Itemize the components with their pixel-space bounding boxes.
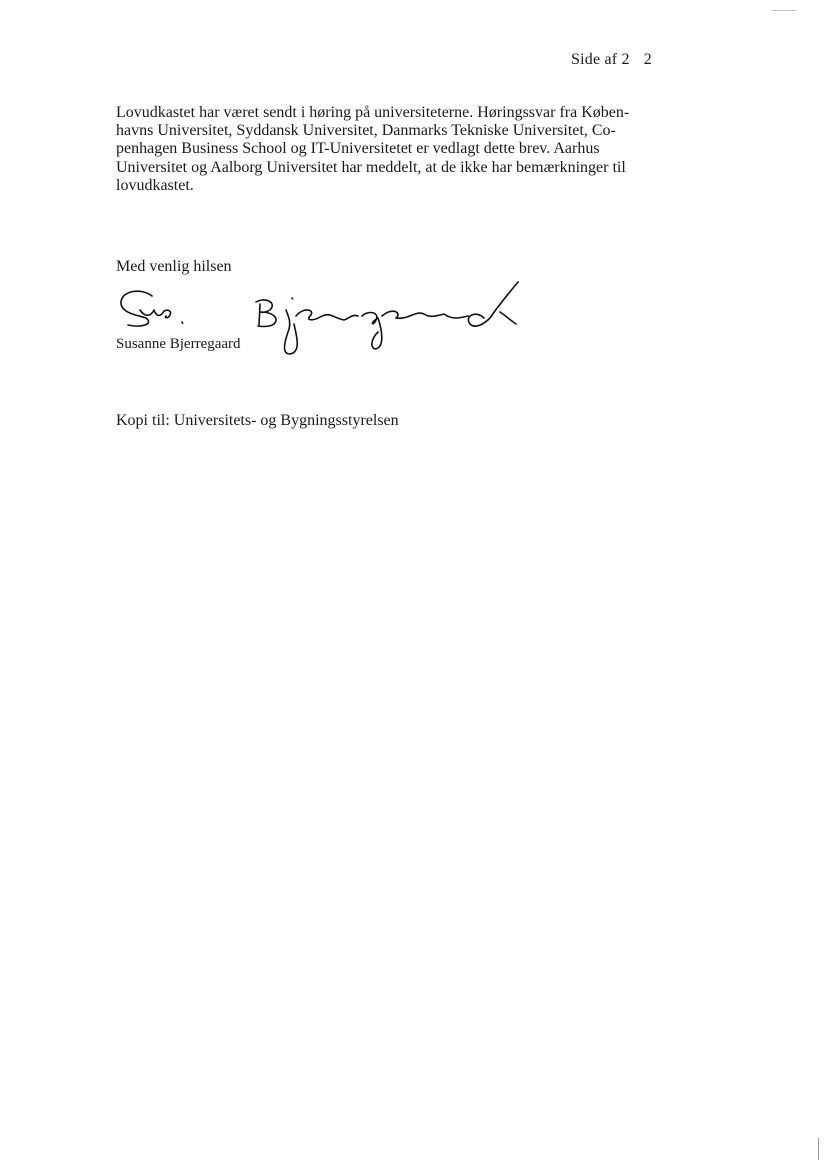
paragraph-line: lovudkastet. bbox=[116, 176, 194, 194]
page-number: 2 bbox=[643, 51, 652, 68]
paragraph-line: penhagen Business School og IT-Universitetet er vedlagt dette brev. Aarhus bbox=[116, 140, 600, 158]
paragraph-line: Lovudkastet har været sendt i høring på universiteterne. Høringssvar fra Køben- bbox=[116, 104, 630, 121]
page-header bbox=[571, 51, 652, 69]
paragraph-line: Universitet og Aalborg Universitet har meddelt, at de ikke har bemærkninger til bbox=[116, 158, 626, 176]
closing-greeting: Med venlig hilsen bbox=[116, 258, 232, 275]
copy-to-line: Kopi til: Universitets- og Bygningsstyrelsen bbox=[116, 412, 399, 429]
body-paragraph bbox=[116, 104, 656, 195]
scan-artifact-right bbox=[818, 1138, 819, 1160]
paragraph-line: havns Universitet, Syddansk Universitet, Danmarks Tekniske Universitet, Co- bbox=[116, 122, 616, 140]
signer-name: Susanne Bjerregaard bbox=[116, 336, 241, 352]
scan-artifact-top bbox=[772, 10, 796, 11]
page-label: Side af 2 bbox=[571, 51, 630, 68]
